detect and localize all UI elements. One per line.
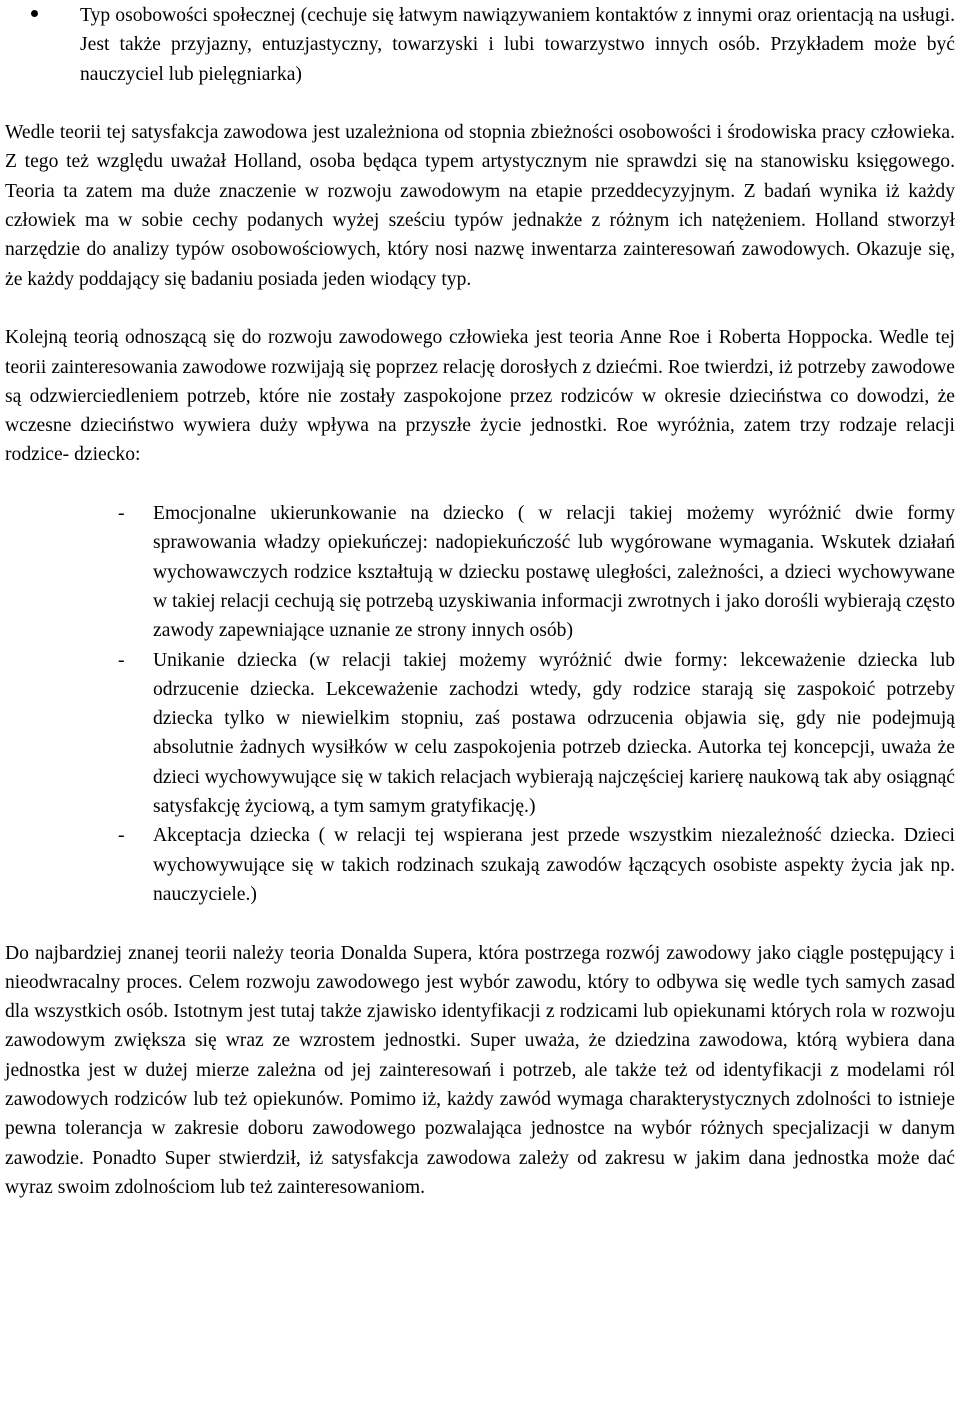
dash-item-text: Unikanie dziecka (w relacji takiej możemy wyróżnić dwie formy: lekceważenie dziecka lub odrzucenie dziecka. Lekceważenie zachodzi wtedy, gdy rodzice starają się zaspokoić potrzeby dziecka tylko w niewielkim stopniu, zaś postawa odrzucenia objawia się, gdy nie podejmują absolutnie żadnych wysiłków w celu zaspokojenia potrzeb dziecka. Autorka tej koncepcji, uważa że dzieci wychowywujące się w takich relacjach wybierają najczęściej karierę naukową tak aby osiągnąć satysfakcję życiową, a tym samym gratyfikację.) xyxy=(153,649,955,818)
dash-marker: - xyxy=(118,825,125,847)
dash-item-text: Akceptacja dziecka ( w relacji tej wspierana jest przede wszystkim niezależność dziecka. Dzieci wychowywujące się w takich rodzinach szukają zawodów łączących osobiste aspekty życia jak np. nauczyciele.) xyxy=(153,825,955,905)
document-page xyxy=(5,1,955,1202)
bullet-list-item xyxy=(5,1,955,89)
dash-marker: - xyxy=(118,503,125,525)
dash-list-item xyxy=(5,821,955,909)
paragraph-roe-theory: Kolejną teorią odnoszącą się do rozwoju zawodowego człowieka jest teoria Anne Roe i Roberta Hoppocka. Wedle tej teorii zainteresowania zawodowe rozwijają się poprzez relację dorosłych z dziećmi. Roe twierdzi, iż potrzeby zawodowe są odzwierciedleniem potrzeb, które nie zostały zaspokojone przez rodziców w okresie dzieciństwa co dowodzi, że wczesne dzieciństwo wywiera duży wpływa na przyszłe życie jednostki. Roe wyróżnia, zatem trzy rodzaje relacji rodzice- dziecko: xyxy=(5,327,955,466)
dash-item-text: Emocjonalne ukierunkowanie na dziecko ( w relacji takiej możemy wyróżnić dwie formy sprawowania władzy opiekuńczej: nadopiekuńczość lub wygórowane wymagania. Wskutek działań wychowawczych rodzice kształtują w dziecku postawę uległości, zależności, a dzieci wychowywane w takiej relacji cechują się potrzebą uzyskiwania informacji zwrotnych i jako dorośli wybierają często zawody zapewniające uznanie ze strony innych osób) xyxy=(153,503,955,642)
bullet-icon xyxy=(31,10,38,17)
dash-list-item xyxy=(5,646,955,822)
dash-list-item xyxy=(5,499,955,645)
paragraph-spacer xyxy=(5,909,955,938)
relations-dash-list xyxy=(5,499,955,909)
paragraph-spacer xyxy=(5,89,955,118)
paragraph-super-theory: Do najbardziej znanej teorii należy teoria Donalda Supera, która postrzega rozwój zawodowy jako ciągle postępujący i nieodwracalny proces. Celem rozwoju zawodowego jest wybór zawodu, który to odbywa się wedle tych samych zasad dla wszystkich osób. Istotnym jest tutaj także zjawisko identyfikacji z rodzicami lub opiekunami których rola w rozwoju zawodowym zwiększa się wraz ze wzrostem jednostki. Super uważa, że dziedzina zawodowa, którą wybiera dana jednostka jest w dużej mierze zależna od jej zainteresowań i potrzeb, ale także też od identyfikacji z modelami ról zawodowych rodziców lub też opiekunów. Pomimo iż, każdy zawód wymaga charakterystycznych zdolności to istnieje pewna tolerancja w zakresie doboru zawodowego pozwalająca jednostce na wybór różnych specjalizacji w danym zawodzie. Ponadto Super stwierdził, iż satysfakcja zawodowa zależy od zakresu w jakim dana jednostka może dać wyraz swoim zdolnościom lub też zainteresowaniom. xyxy=(5,942,955,1198)
paragraph-spacer xyxy=(5,294,955,323)
bullet-item-text: Typ osobowości społecznej (cechuje się łatwym nawiązywaniem kontaktów z innymi oraz orientacją na usługi. Jest także przyjazny, entuzjastyczny, towarzyski i lubi towarzystwo innych osób. Przykładem może być nauczyciel lub pielęgniarka) xyxy=(80,5,955,85)
paragraph-holland-theory: Wedle teorii tej satysfakcja zawodowa jest uzależniona od stopnia zbieżności osobowości i środowiska pracy człowieka. Z tego też względu uważał Holland, osoba będąca typem artystycznym nie sprawdzi się na stanowisku księgowego. Teoria ta zatem ma duże znaczenie w rozwoju zawodowym na etapie przeddecyzyjnym. Z badań wynika iż każdy człowiek ma w sobie cechy podanych wyżej sześciu typów jednakże z różnym ich natężeniem. Holland stworzył narzędzie do analizy typów osobowościowych, który nosi nazwę inwentarza zainteresowań zawodowych. Okazuje się, że każdy poddający się badaniu posiada jeden wiodący typ. xyxy=(5,122,955,290)
paragraph-spacer xyxy=(5,470,955,499)
dash-marker: - xyxy=(118,649,125,671)
